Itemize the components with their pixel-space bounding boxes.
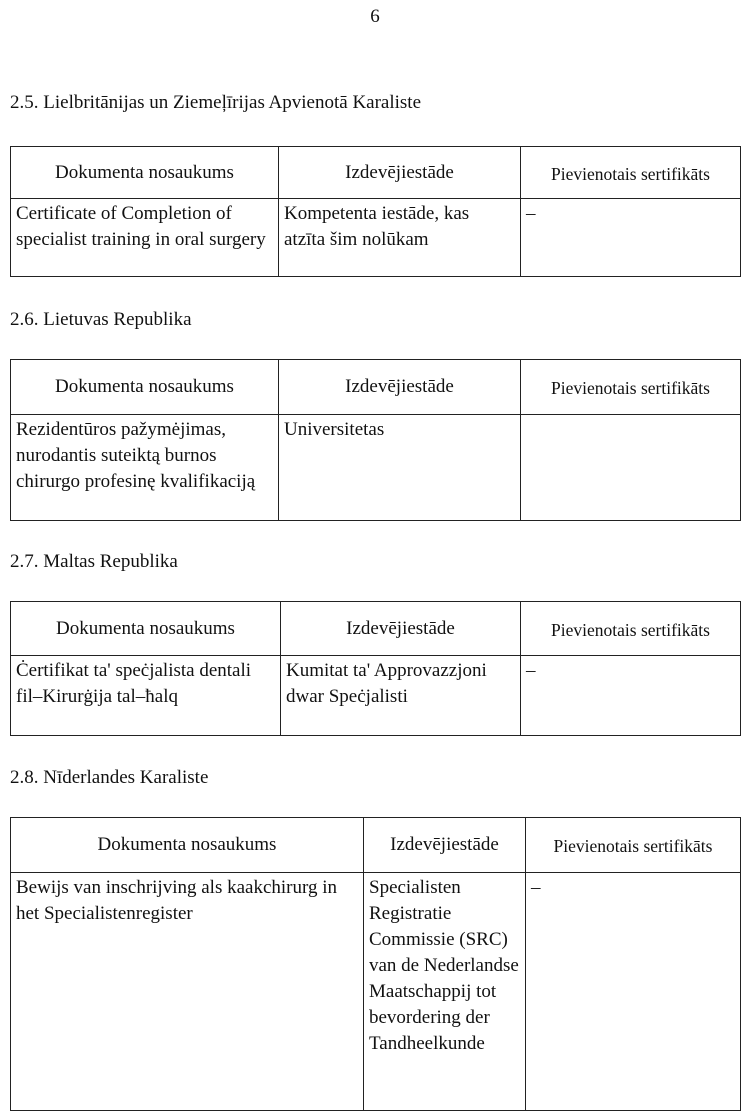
cell-document: Ċertifikat ta' speċjalista dentali fil–Kirurġija tal–ħalq (11, 656, 281, 736)
header-issuer: Izdevējiestāde (279, 360, 521, 415)
document-table-2-7 (10, 601, 741, 736)
cell-document: Certificate of Completion of specialist training in oral surgery (11, 199, 279, 277)
table-header-row (11, 147, 741, 199)
cell-certificate: – (521, 199, 741, 277)
document-table-2-8 (10, 817, 741, 1111)
header-document-name: Dokumenta nosaukums (11, 360, 279, 415)
header-issuer: Izdevējiestāde (281, 602, 521, 656)
table-row (11, 415, 741, 521)
header-certificate: Pievienotais sertifikāts (521, 147, 741, 199)
document-table-2-6 (10, 359, 741, 521)
cell-certificate: – (521, 656, 741, 736)
header-certificate: Pievienotais sertifikāts (526, 818, 741, 873)
cell-certificate (521, 415, 741, 521)
section-heading-2-6: 2.6. Lietuvas Republika (10, 309, 192, 330)
cell-certificate: – (526, 873, 741, 1111)
cell-issuer: Universitetas (279, 415, 521, 521)
section-heading-2-5: 2.5. Lielbritānijas un Ziemeļīrijas Apvienotā Karaliste (10, 92, 422, 113)
header-certificate: Pievienotais sertifikāts (521, 360, 741, 415)
header-document-name: Dokumenta nosaukums (11, 147, 279, 199)
page-number: 6 (370, 6, 380, 27)
table-header-row (11, 602, 741, 656)
cell-issuer: Kumitat ta' Approvazzjoni dwar Speċjalisti (281, 656, 521, 736)
table-row (11, 873, 741, 1111)
table-header-row (11, 818, 741, 873)
header-certificate: Pievienotais sertifikāts (521, 602, 741, 656)
cell-document: Bewijs van inschrijving als kaakchirurg in het Specialistenregister (11, 873, 364, 1111)
cell-issuer: Kompetenta iestāde, kas atzīta šim nolūkam (279, 199, 521, 277)
cell-issuer: Specialisten Registratie Commissie (SRC) van de Nederlandse Maatschappij tot bevordering der Tandheelkunde (364, 873, 526, 1111)
header-document-name: Dokumenta nosaukums (11, 602, 281, 656)
header-issuer: Izdevējiestāde (279, 147, 521, 199)
table-header-row (11, 360, 741, 415)
header-issuer: Izdevējiestāde (364, 818, 526, 873)
section-heading-2-8: 2.8. Nīderlandes Karaliste (10, 767, 209, 788)
document-table-2-5 (10, 146, 741, 277)
header-document-name: Dokumenta nosaukums (11, 818, 364, 873)
table-row (11, 656, 741, 736)
section-heading-2-7: 2.7. Maltas Republika (10, 551, 178, 572)
table-row (11, 199, 741, 277)
cell-document: Rezidentūros pažymėjimas, nurodantis suteiktą burnos chirurgo profesinę kvalifikaciją (11, 415, 279, 521)
